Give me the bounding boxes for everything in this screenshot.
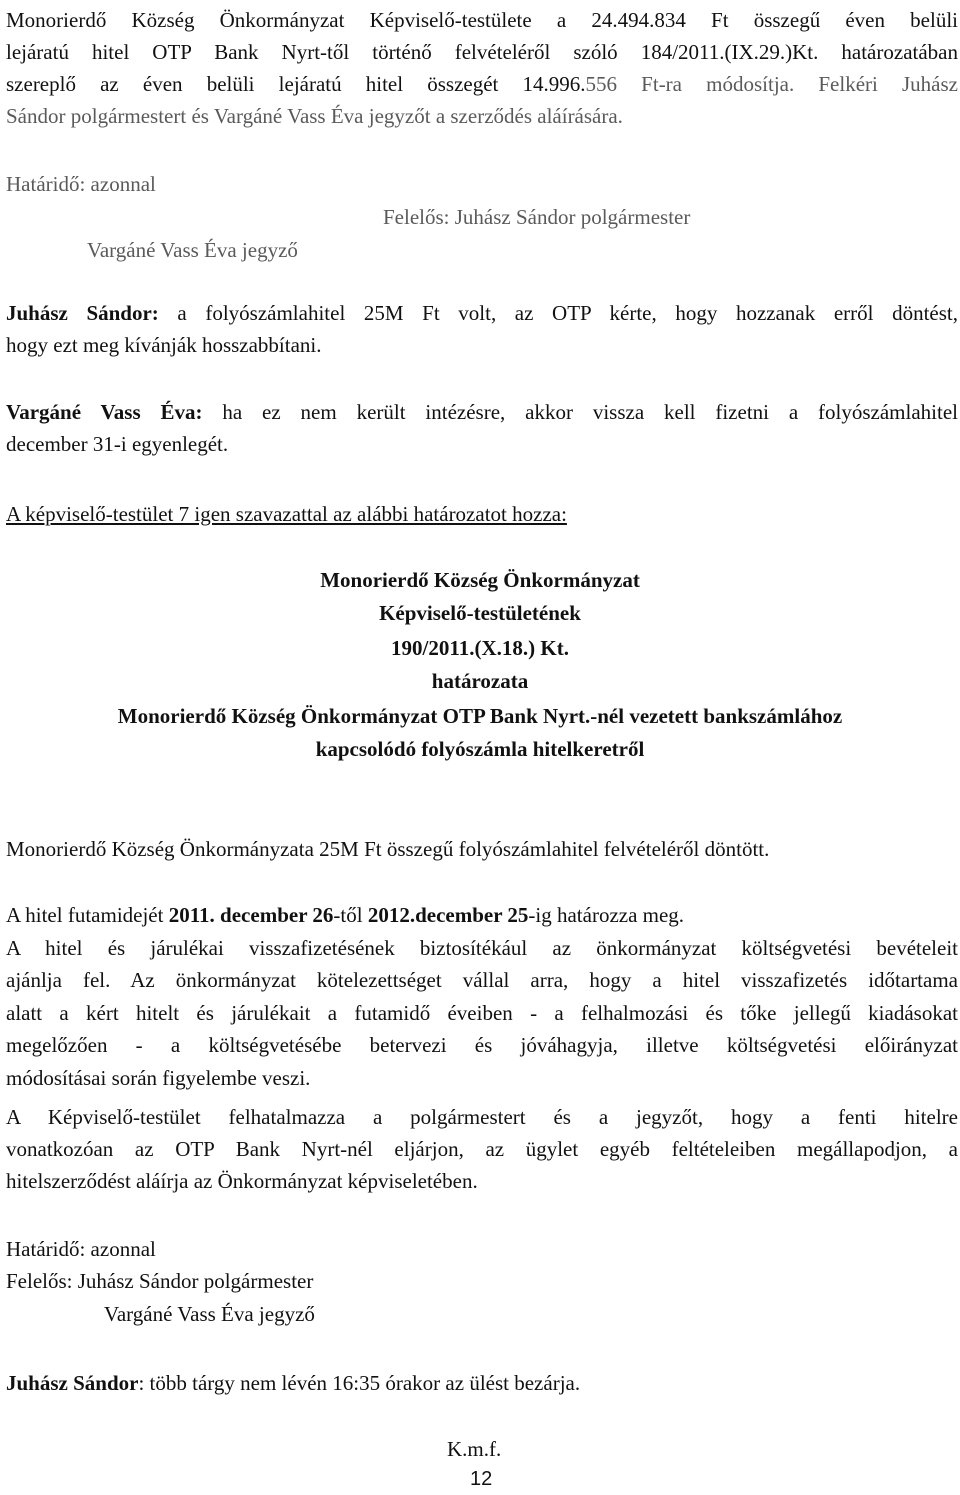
decision-statement: Monorierdő Község Önkormányzata 25M Ft összegű folyószámlahitel felvételéről döntött. <box>6 837 770 861</box>
resolution-number: 190/2011.(X.18.) Kt. <box>391 636 569 660</box>
intro-line-4: Sándor polgármestert és Vargáné Vass Éva jegyzőt a szerződés aláírására. <box>6 104 623 128</box>
guarantee-line-3: alatt a kért hitelt és járulékait a futamidő éveiben - a felhalmozási és tőke jellegű kiadásokat <box>6 1001 958 1025</box>
term-text-2: -től <box>333 903 368 927</box>
authorization-line-3: hitelszerződést aláírja az Önkormányzat képviseletében. <box>6 1169 478 1193</box>
guarantee-line-2: ajánlja fel. Az önkormányzat kötelezettséget vállal arra, hogy a hitel visszafizetés időtartama <box>6 968 958 992</box>
guarantee-line-5: módosításai során figyelembe veszi. <box>6 1066 311 1090</box>
term-start-date: 2011. december 26 <box>168 903 334 927</box>
speaker-name: Juhász Sándor <box>6 1371 139 1395</box>
closing-statement <box>6 1371 580 1395</box>
authorization-line-1: A Képviselő-testület felhatalmazza a polgármestert és a jegyzőt, hogy a fenti hitelre <box>6 1105 958 1129</box>
term-end-date: 2012.december 25 <box>367 903 529 927</box>
kmf-label: K.m.f. <box>447 1437 502 1461</box>
resolution-title-line-1: Monorierdő Község Önkormányzat OTP Bank Nyrt.-nél vezetett bankszámlához <box>117 704 843 728</box>
vote-statement: A képviselő-testület 7 igen szavazattal az alábbi határozatot hozza: <box>6 502 567 526</box>
term-text-1: A hitel futamidejét <box>6 903 169 927</box>
speech-juhasz-line-2: hogy ezt meg kívánják hosszabbítani. <box>6 333 322 357</box>
responsible-label: Felelős: Juhász Sándor polgármester <box>383 205 691 229</box>
speech-text: ha ez nem került intézésre, akkor vissza kell fizetni a folyószámlahitel <box>202 400 959 424</box>
speech-vargane-line-2: december 31-i egyenlegét. <box>6 432 229 456</box>
intro-line-2: lejáratú hitel OTP Bank Nyrt-től történő felvételéről szóló 184/2011.(IX.29.)Kt. határozatában <box>6 40 958 64</box>
page-number: 12 <box>470 1468 493 1490</box>
deadline-label: Határidő: azonnal <box>6 172 156 196</box>
guarantee-line-1: A hitel és járulékai visszafizetésének biztosítékául az önkormányzat költségvetési bevételeit <box>6 936 958 960</box>
guarantee-line-4: megelőzően - a költségvetésébe betervezi és jóváhagyja, illetve költségvetési előirányzat <box>6 1033 958 1057</box>
resolution-heading-line-2: Képviselő-testületének <box>379 601 581 625</box>
responsible-label: Felelős: Juhász Sándor polgármester <box>6 1269 314 1293</box>
speech-text: a folyószámlahitel 25M Ft volt, az OTP kérte, hogy hozzanak erről döntést, <box>158 301 958 325</box>
intro-line-1: Monorierdő Község Önkormányzat Képviselő-testülete a 24.494.834 Ft összegű éven belüli <box>6 8 958 32</box>
term-text-3: -ig határozza meg. <box>528 903 685 927</box>
speech-juhasz-line-1 <box>6 297 958 329</box>
speaker-name: Vargáné Vass Éva: <box>6 400 203 424</box>
speech-vargane-line-1 <box>6 396 958 428</box>
resolution-title-line-2: kapcsolódó folyószámla hitelkeretről <box>315 737 645 761</box>
speaker-name: Juhász Sándor: <box>6 301 159 325</box>
loan-term <box>6 903 684 927</box>
authorization-line-2: vonatkozóan az OTP Bank Nyrt-nél eljárjon, az ügylet egyéb feltételeiben megállapodjon, a <box>6 1137 958 1161</box>
intro-line-3-a: szereplő az éven belüli lejáratú hitel összegét 14.996. <box>6 72 586 96</box>
intro-line-3-b: 556 Ft-ra módosítja. Felkéri Juhász <box>585 72 958 96</box>
notary-label: Vargáné Vass Éva jegyző <box>87 238 298 262</box>
resolution-heading-line-1: Monorierdő Község Önkormányzat <box>320 568 640 592</box>
deadline-label: Határidő: azonnal <box>6 1237 156 1261</box>
intro-line-3 <box>6 68 958 100</box>
closing-text: : több tárgy nem lévén 16:35 órakor az ülést bezárja. <box>138 1371 581 1395</box>
resolution-heading-line-4: határozata <box>431 669 529 693</box>
notary-label: Vargáné Vass Éva jegyző <box>104 1302 315 1326</box>
